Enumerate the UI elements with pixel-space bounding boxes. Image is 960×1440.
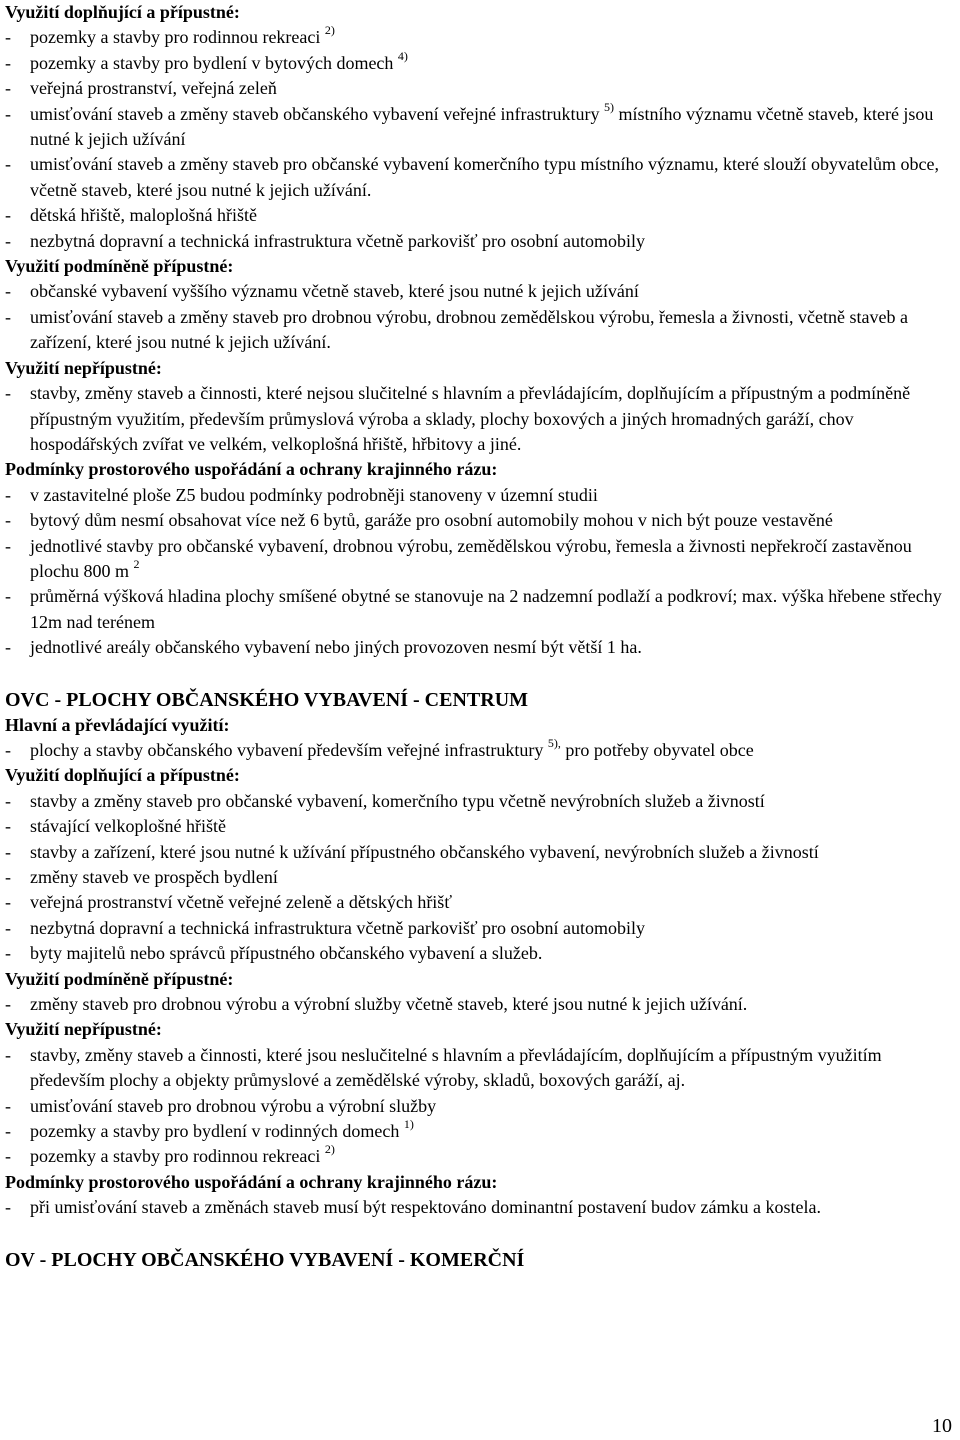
list-dash: - — [5, 27, 11, 48]
list-item-text: při umisťování staveb a změnách staveb musí být respektováno dominantní postavení budov zámku a kostela. — [30, 1197, 822, 1218]
list-dash: - — [5, 230, 11, 251]
list-nepripustne — [5, 381, 955, 457]
list-item-text: stavby, změny staveb a činnosti, které nejsou slučitelné s hlavním a převládajícím, doplňujícím a přípustným a podmíněně přípustným využitím, především průmyslová výroba a sklady, plochy boxových a jiných hromadných garáží, chov hospodářských zvířat ve velkém, velkoplošná hřiště, hřbitovy a jiné. — [30, 383, 911, 454]
list-item — [5, 1094, 955, 1119]
list-item — [5, 789, 955, 814]
list-dash: - — [5, 154, 11, 175]
list-item-text: veřejná prostranství, veřejná zeleň — [30, 78, 277, 99]
list-dash: - — [5, 1197, 11, 1218]
list-dash: - — [5, 943, 11, 964]
list-item — [5, 483, 955, 508]
list-item-text: jednotlivé areály občanského vybavení nebo jiných provozoven nesmí být větší 1 ha. — [30, 637, 642, 658]
list-item-text: byty majitelů nebo správců přípustného občanského vybavení a služeb. — [30, 943, 543, 964]
footnote-ref: 2 — [133, 556, 140, 571]
list-dash: - — [5, 892, 11, 913]
heading-podminene-ovc: Využití podmíněně přípustné: — [5, 968, 234, 989]
list-podminky-ovc — [5, 1195, 955, 1220]
list-dash: - — [5, 1044, 11, 1065]
spacer — [5, 661, 955, 687]
footnote-ref: 2) — [324, 23, 335, 38]
list-doplnujici — [5, 25, 955, 254]
footnote-ref: 4) — [397, 48, 408, 63]
list-item — [5, 1195, 955, 1220]
list-item — [5, 865, 955, 890]
list-item — [5, 1144, 955, 1169]
list-item — [5, 25, 955, 50]
list-item-text: umisťování staveb a změny staveb občanského vybavení veřejné infrastruktury — [30, 103, 600, 124]
list-item-text: umisťování staveb a změny staveb pro občanské vybavení komerčního typu místního významu, které slouží obyvatelům obce, včetně staveb, které jsou nutné k jejich užívání. — [30, 154, 939, 200]
list-dash: - — [5, 306, 11, 327]
list-item — [5, 890, 955, 915]
list-nepripustne-ovc — [5, 1043, 955, 1170]
list-item-text: dětská hřiště, maloplošná hřiště — [30, 205, 257, 226]
list-dash: - — [5, 917, 11, 938]
list-item-text: bytový dům nesmí obsahovat více než 6 bytů, garáže pro osobní automobily mohou v nich být pouze vestavěné — [30, 510, 833, 531]
list-item-text: stavby, změny staveb a činnosti, které jsou neslučitelné s hlavním a převládajícím, doplňujícím a přípustným využitím především plochy a objekty průmyslové a zemědělské výroby, skladů, boxových garáží, aj. — [30, 1044, 882, 1091]
list-item — [5, 584, 955, 635]
list-dash: - — [5, 103, 11, 124]
list-item-text-after: místního významu včetně staveb, které jsou nutné k jejich užívání — [30, 103, 934, 150]
list-item — [5, 992, 955, 1017]
list-item — [5, 635, 955, 660]
list-item — [5, 152, 955, 203]
list-item-text: stavby a změny staveb pro občanské vybavení, komerčního typu včetně nevýrobních služeb a živností — [30, 790, 765, 811]
list-item — [5, 279, 955, 304]
footnote-ref: 2) — [324, 1142, 335, 1157]
list-item — [5, 1043, 955, 1094]
page-number: 10 — [932, 1415, 952, 1437]
list-dash: - — [5, 586, 11, 607]
list-doplnujici-ovc — [5, 789, 955, 967]
list-item — [5, 840, 955, 865]
list-dash: - — [5, 841, 11, 862]
list-item — [5, 534, 955, 585]
list-item-text: umisťování staveb a změny staveb pro drobnou výrobu, drobnou zemědělskou výrobu, řemesla a živnosti, včetně staveb a zařízení, které jsou nutné k jejich užívání. — [30, 306, 908, 353]
list-dash: - — [5, 1146, 11, 1167]
list-dash: - — [5, 510, 11, 531]
list-item-text: veřejná prostranství včetně veřejné zeleně a dětských hřišť — [30, 892, 453, 913]
list-item — [5, 735, 955, 763]
list-dash: - — [5, 790, 11, 811]
heading-podminky-ovc: Podmínky prostorového uspořádání a ochrany krajinného rázu: — [5, 1171, 498, 1192]
list-item — [5, 381, 955, 457]
list-item-text: umisťování staveb pro drobnou výrobu a výrobní služby — [30, 1095, 437, 1116]
list-dash: - — [5, 535, 11, 556]
list-dash: - — [5, 994, 11, 1015]
list-item — [5, 48, 955, 76]
list-item — [5, 76, 955, 101]
list-item-text: změny staveb pro drobnou výrobu a výrobní služby včetně staveb, které jsou nutné k jejich užívání. — [30, 994, 748, 1015]
list-item-text: pozemky a stavby pro rodinnou rekreaci — [30, 27, 321, 48]
heading-nepripustne: Využití nepřípustné: — [5, 357, 162, 378]
list-item — [5, 99, 955, 153]
footnote-ref: 5) — [604, 99, 615, 114]
section-title-ov: OV - PLOCHY OBČANSKÉHO VYBAVENÍ - KOMERČNÍ — [5, 1248, 525, 1271]
heading-hlavni: Hlavní a převládající využití: — [5, 714, 230, 735]
list-dash: - — [5, 52, 11, 73]
list-dash: - — [5, 739, 11, 760]
list-dash: - — [5, 816, 11, 837]
list-dash: - — [5, 281, 11, 302]
section-title-ovc: OVC - PLOCHY OBČANSKÉHO VYBAVENÍ - CENTRUM — [5, 688, 529, 711]
list-item — [5, 203, 955, 228]
page-content — [5, 0, 955, 1273]
list-dash: - — [5, 867, 11, 887]
list-item-text: občanské vybavení vyššího významu včetně staveb, které jsou nutné k jejich užívání — [30, 281, 639, 302]
list-item — [5, 508, 955, 533]
spacer — [5, 1221, 955, 1247]
list-item — [5, 814, 955, 839]
list-item-text: pozemky a stavby pro rodinnou rekreaci — [30, 1146, 321, 1167]
list-dash: - — [5, 383, 11, 404]
list-item-text: stávající velkoplošné hřiště — [30, 816, 226, 837]
list-item — [5, 305, 955, 356]
list-dash: - — [5, 484, 11, 505]
list-podminene-ovc — [5, 992, 955, 1017]
list-item-text: změny staveb ve prospěch bydlení — [30, 867, 278, 887]
heading-nepripustne-ovc: Využití nepřípustné: — [5, 1019, 162, 1040]
list-hlavni — [5, 735, 955, 763]
footnote-ref: 5), — [547, 735, 561, 750]
list-item — [5, 1119, 955, 1144]
heading-podminene: Využití podmíněně přípustné: — [5, 256, 234, 277]
list-item — [5, 229, 955, 254]
heading-doplnujici-ovc: Využití doplňující a přípustné: — [5, 765, 240, 786]
heading-doplnujici: Využití doplňující a přípustné: — [5, 2, 240, 22]
list-podminene — [5, 279, 955, 355]
list-dash: - — [5, 205, 11, 226]
list-dash: - — [5, 78, 11, 99]
list-item-text: plochy a stavby občanského vybavení především veřejné infrastruktury — [30, 739, 544, 760]
list-item-text: nezbytná dopravní a technická infrastruktura včetně parkovišť pro osobní automobily — [30, 230, 646, 251]
footnote-ref: 1) — [403, 1117, 414, 1132]
heading-podminky: Podmínky prostorového uspořádání a ochrany krajinného rázu: — [5, 459, 498, 480]
list-item — [5, 916, 955, 941]
list-dash: - — [5, 1121, 11, 1142]
list-podminky — [5, 483, 955, 661]
list-item-text: pozemky a stavby pro bydlení v bytových domech — [30, 52, 394, 73]
list-item-text: jednotlivé stavby pro občanské vybavení, drobnou výrobu, zemědělskou výrobu, řemesla a živnosti nepřekročí zastavěnou plochu 800 m — [30, 535, 912, 581]
list-item-text: nezbytná dopravní a technická infrastruktura včetně parkovišť pro osobní automobily — [30, 917, 646, 938]
list-item-text: stavby a zařízení, které jsou nutné k užívání přípustného občanského vybavení, nevýrobních služeb a živností — [30, 841, 819, 862]
list-dash: - — [5, 1095, 11, 1116]
list-item-text-after: pro potřeby obyvatel obce — [560, 739, 754, 760]
list-dash: - — [5, 637, 11, 658]
list-item-text: v zastavitelné ploše Z5 budou podmínky podrobněji stanoveny v územní studii — [30, 484, 598, 505]
list-item-text: pozemky a stavby pro bydlení v rodinných domech — [30, 1121, 400, 1142]
list-item — [5, 941, 955, 966]
list-item-text: průměrná výšková hladina plochy smíšené obytné se stanovuje na 2 nadzemní podlaží a podkroví; max. výška hřebene střechy 12m nad terénem — [30, 586, 942, 632]
